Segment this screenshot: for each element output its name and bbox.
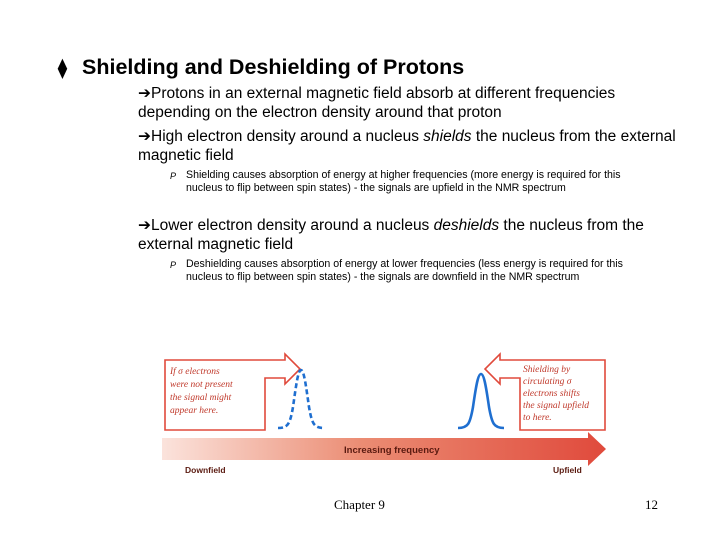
- bullet-2: [138, 127, 678, 165]
- bullet-3-text: Lower electron density around a nucleus deshields the nucleus from the external magnetic field: [138, 217, 644, 253]
- page-number: 12: [645, 497, 658, 512]
- right-note-line-4: the signal upfield: [523, 401, 589, 411]
- diamond-bullet-icon: ⧫: [58, 58, 67, 78]
- nmr-shielding-figure: [160, 352, 610, 477]
- right-note-line-5: to here.: [523, 413, 552, 423]
- sub-bullet-1-text: Shielding causes absorption of energy at higher frequencies (more energy is required for this nucleus to flip between spin states) - the signals are upfield in the NMR spectrum: [186, 169, 621, 194]
- downfield-label: Downfield: [185, 465, 226, 475]
- arrow-bullet-icon: ➔: [138, 217, 151, 234]
- slide-title: [58, 55, 464, 80]
- sub-bullet-2: [170, 258, 645, 284]
- bullet-2-text: High electron density around a nucleus shields the nucleus from the external magnetic field: [138, 128, 676, 164]
- bullet-3: [138, 216, 678, 254]
- emphasis-word: shields: [423, 128, 472, 145]
- right-note-line-2: circulating σ: [523, 377, 572, 387]
- slide-title-text: Shielding and Deshielding of Protons: [82, 55, 465, 79]
- arrow-bullet-icon: ➔: [138, 85, 151, 102]
- sub-bullet-2-text: Deshielding causes absorption of energy at lower frequencies (less energy is required for this nucleus to flip between spin states) - the signals are downfield in the NMR spectrum: [186, 258, 623, 283]
- left-note-line-4: appear here.: [170, 406, 219, 416]
- left-note-line-3: the signal might: [170, 393, 232, 403]
- bullet-1: [138, 84, 678, 122]
- sub-bullet-marker-icon: P: [170, 260, 177, 270]
- right-note-line-3: electrons shifts: [523, 389, 580, 399]
- left-note-line-1: If σ electrons: [170, 367, 220, 377]
- axis-label: Increasing frequency: [344, 445, 440, 456]
- bullet-1-text: Protons in an external magnetic field absorb at different frequencies depending on the electron density around that proton: [138, 85, 616, 121]
- sub-bullet-marker-icon: P: [170, 171, 177, 181]
- right-note-line-1: Shielding by: [523, 365, 571, 375]
- chapter-label: Chapter 9: [334, 497, 385, 512]
- sub-bullet-1: [170, 169, 645, 195]
- left-note-line-2: were not present: [170, 380, 233, 390]
- left-note-arrow: [165, 354, 300, 430]
- upfield-label: Upfield: [553, 465, 582, 475]
- emphasis-word: deshields: [433, 217, 500, 234]
- nmr-diagram: [160, 352, 610, 477]
- arrow-bullet-icon: ➔: [138, 128, 151, 145]
